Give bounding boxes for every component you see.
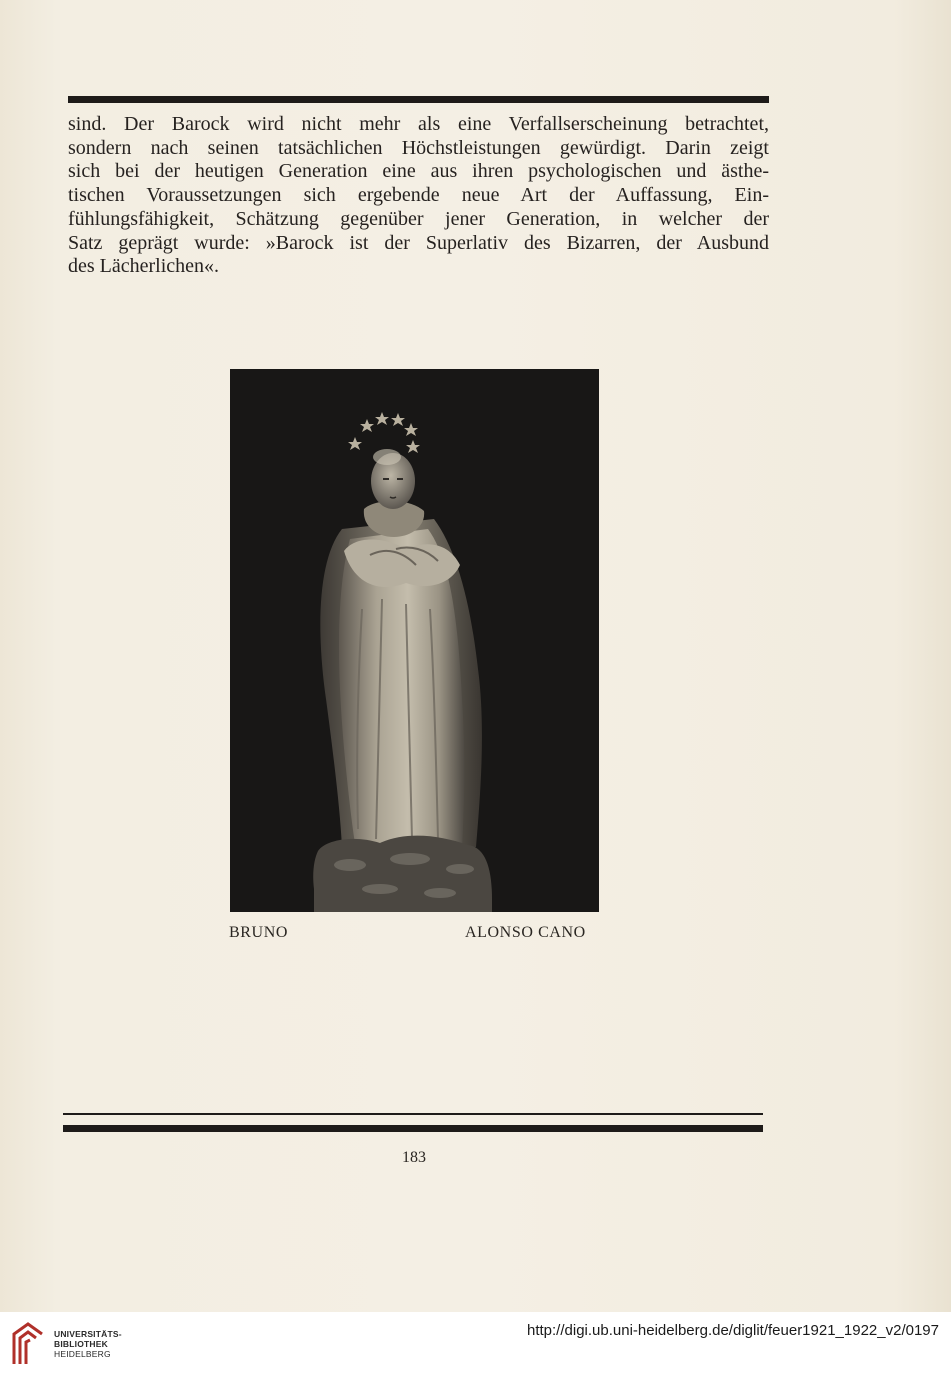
top-rule xyxy=(68,96,769,103)
text-line: fühlungsfähigkeit, Schätzung gegenüber jener Generation, in welcher der xyxy=(68,207,769,230)
body-paragraph xyxy=(68,113,769,279)
bottom-rule-thin xyxy=(63,1113,763,1115)
library-name-line1: UNIVERSITÄTS- xyxy=(54,1329,122,1339)
text-line: sind. Der Barock wird nicht mehr als eine Verfallserscheinung betrachtet, xyxy=(68,113,769,135)
text-line: sich bei der heutigen Generation eine aus ihren psychologischen und ästhe- xyxy=(68,160,769,183)
caption-artist: ALONSO CANO xyxy=(465,924,586,941)
library-name-line2: BIBLIOTHEK xyxy=(54,1339,108,1349)
sculpture-illustration xyxy=(230,369,599,912)
sculpture-photograph xyxy=(230,369,599,912)
text-line: tischen Voraussetzungen sich ergebende neue Art der Auffassung, Ein- xyxy=(68,184,769,207)
library-name-line3: HEIDELBERG xyxy=(54,1349,111,1359)
text-line: Satz geprägt wurde: »Barock ist der Superlativ des Bizarren, der Ausbund xyxy=(68,231,769,254)
library-name[interactable] xyxy=(54,1329,122,1359)
text-line: sondern nach seinen tatsächlichen Höchstleistungen gewürdigt. Darin zeigt xyxy=(68,136,769,159)
caption-title: BRUNO xyxy=(229,924,289,941)
permalink-url[interactable]: http://digi.ub.uni-heidelberg.de/diglit/feuer1921_1922_v2/0197 xyxy=(527,1322,939,1339)
bottom-rule-thick xyxy=(63,1125,763,1132)
library-logo-icon[interactable] xyxy=(10,1320,46,1368)
text-line: des Lächerlichen«. xyxy=(68,255,220,278)
page-number: 183 xyxy=(402,1149,426,1166)
